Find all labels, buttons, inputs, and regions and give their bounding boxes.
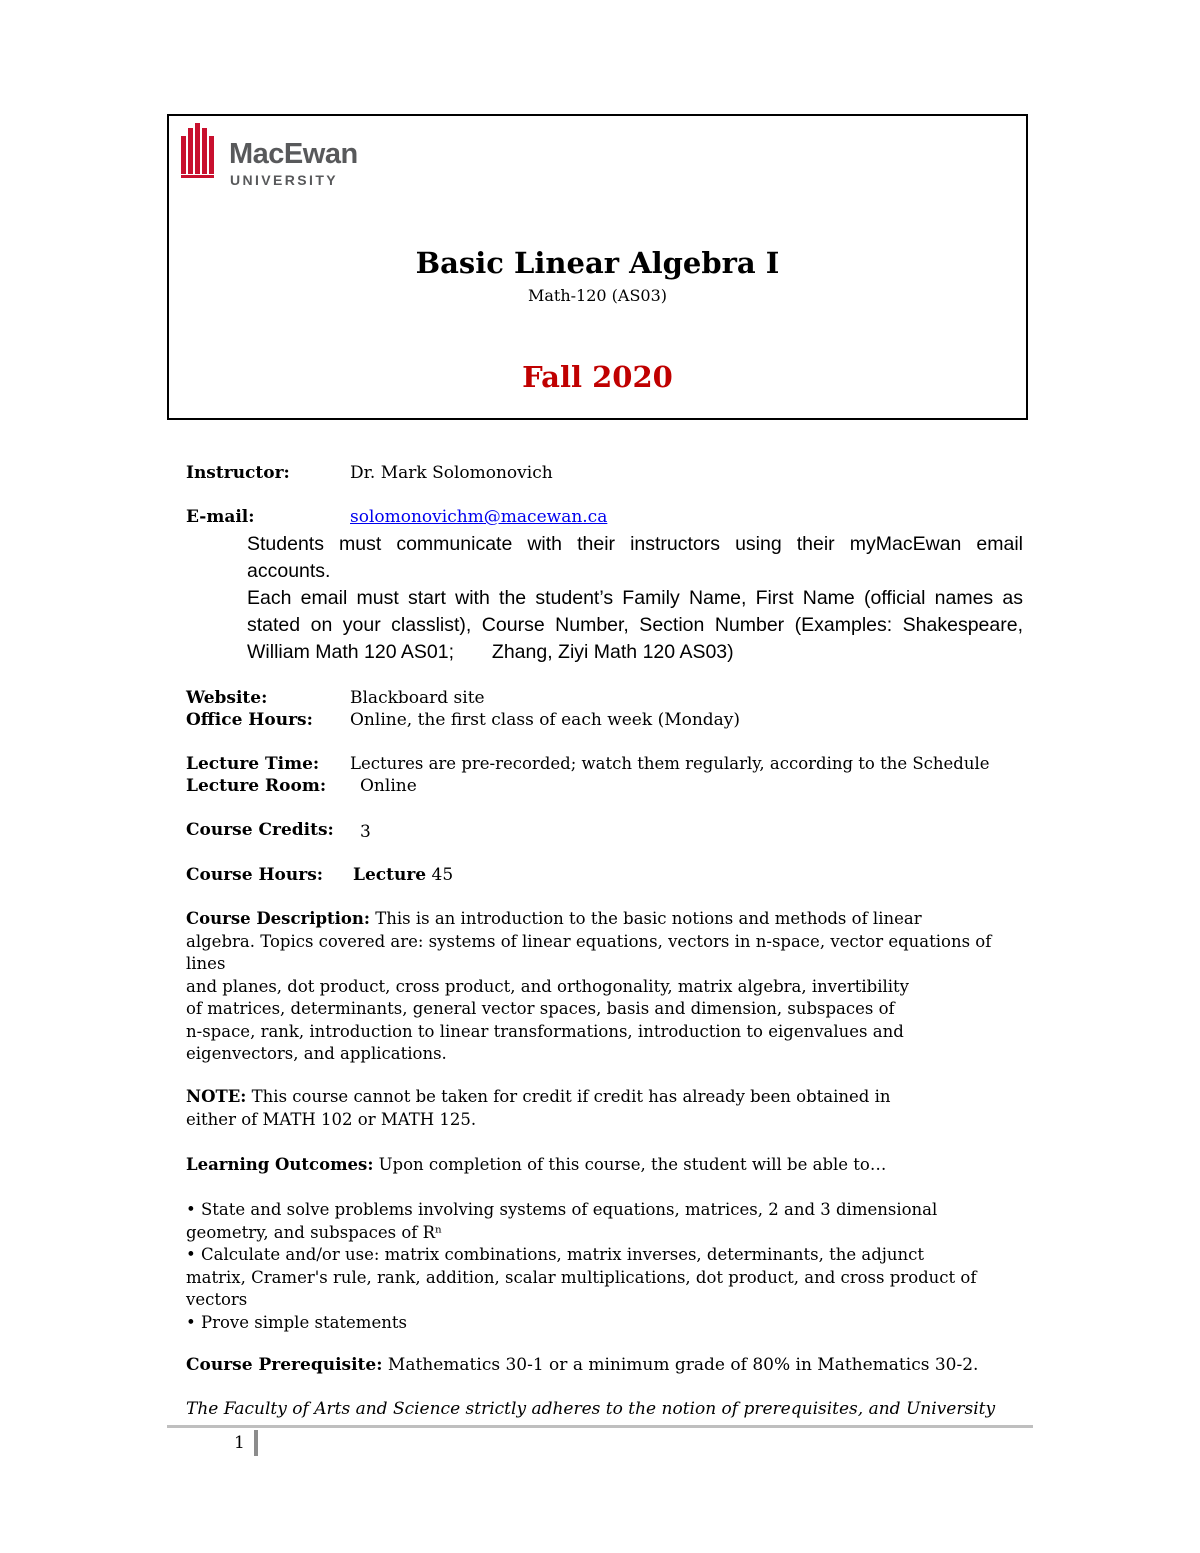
website-value: Blackboard site (350, 688, 485, 708)
outcome-line: • Prove simple statements (186, 1312, 407, 1332)
note-line: either of MATH 102 or MATH 125. (186, 1109, 477, 1129)
term: Fall 2020 (522, 360, 673, 394)
note (186, 1086, 1016, 1131)
learning-outcomes-heading (186, 1154, 1016, 1177)
course-credits-value: 3 (360, 822, 371, 842)
email-notice-1: Students must communicate with their instructors using their myMacEwan email accounts. (247, 533, 1023, 582)
course-description-line: This is an introduction to the basic notions and methods of linear (375, 909, 922, 928)
course-hours-type: Lecture (353, 865, 427, 885)
outcome-line: • State and solve problems involving systems of equations, matrices, 2 and 3 dimensional (186, 1200, 938, 1219)
learning-outcomes-list (186, 1199, 1016, 1334)
email-label: E-mail: (186, 507, 255, 527)
lecture-room-label: Lecture Room: (186, 776, 327, 796)
outcome-line: vectors (186, 1290, 248, 1309)
course-credits-label: Course Credits: (186, 820, 334, 840)
course-description (186, 908, 1016, 1066)
faculty-note: The Faculty of Arts and Science strictly adheres to the notion of prerequisites, and University (186, 1399, 996, 1419)
macewan-logo-mark-icon (181, 122, 223, 180)
instructor-label: Instructor: (186, 463, 290, 483)
logo-subtitle: UNIVERSITY (230, 172, 339, 188)
email-link[interactable]: solomonovichm@macewan.ca (350, 507, 608, 527)
instructor-value: Dr. Mark Solomonovich (350, 463, 553, 483)
course-code: Math-120 (AS03) (527, 286, 668, 305)
footer-rule (167, 1425, 1033, 1428)
page-number: 1 (234, 1433, 245, 1453)
logo-wordmark: MacEwan (229, 138, 358, 170)
title-box (167, 114, 1028, 420)
note-label: NOTE: (186, 1087, 247, 1106)
macewan-logo (181, 120, 371, 190)
course-description-line: and planes, dot product, cross product, and orthogonality, matrix algebra, invertibility (186, 976, 910, 996)
prerequisite-label: Course Prerequisite: (186, 1355, 383, 1375)
website-label: Website: (186, 688, 268, 708)
learning-outcomes-intro: Upon completion of this course, the student will be able to… (378, 1155, 887, 1174)
footer-bar (254, 1430, 258, 1456)
prerequisite (186, 1354, 1016, 1377)
course-description-line: algebra. Topics covered are: systems of linear equations, vectors in n-space, vector equations of (186, 931, 992, 951)
outcome-line: geometry, and subspaces of Rⁿ (186, 1222, 443, 1242)
learning-outcomes-label: Learning Outcomes: (186, 1155, 374, 1174)
course-title: Basic Linear Algebra I (415, 246, 780, 280)
lecture-time-label: Lecture Time: (186, 754, 320, 774)
office-hours-value: Online, the first class of each week (Monday) (350, 710, 741, 730)
lecture-room-value: Online (360, 776, 417, 796)
prerequisite-value: Mathematics 30-1 or a minimum grade of 80% in Mathematics 30-2. (387, 1355, 979, 1375)
course-hours-number: 45 (431, 865, 454, 885)
course-description-line: of matrices, determinants, general vector spaces, basis and dimension, subspaces of (186, 999, 895, 1018)
course-description-line: n-space, rank, introduction to linear transformations, introduction to eigenvalues and (186, 1021, 904, 1041)
email-notice-2: Each email must start with the student’s Family Name, First Name (official names as stated on your classlist), Course Number, Section Number (Examples: Shakespeare, William Math 120 AS01; Zhang, Ziyi Math 120 AS03) (247, 587, 1023, 663)
course-hours-label: Course Hours: (186, 865, 324, 885)
course-description-label: Course Description: (186, 909, 370, 928)
lecture-time-value: Lectures are pre-recorded; watch them regularly, according to the Schedule (350, 754, 990, 773)
course-description-line: eigenvectors, and applications. (186, 1044, 447, 1063)
outcome-line: matrix, Cramer's rule, rank, addition, scalar multiplications, dot product, and cross product of (186, 1267, 977, 1287)
note-line: This course cannot be taken for credit if credit has already been obtained in (251, 1087, 891, 1106)
course-hours-value (353, 864, 453, 886)
course-description-line: lines (186, 954, 226, 973)
office-hours-label: Office Hours: (186, 710, 313, 730)
outcome-line: • Calculate and/or use: matrix combinations, matrix inverses, determinants, the adjunct (186, 1245, 925, 1264)
